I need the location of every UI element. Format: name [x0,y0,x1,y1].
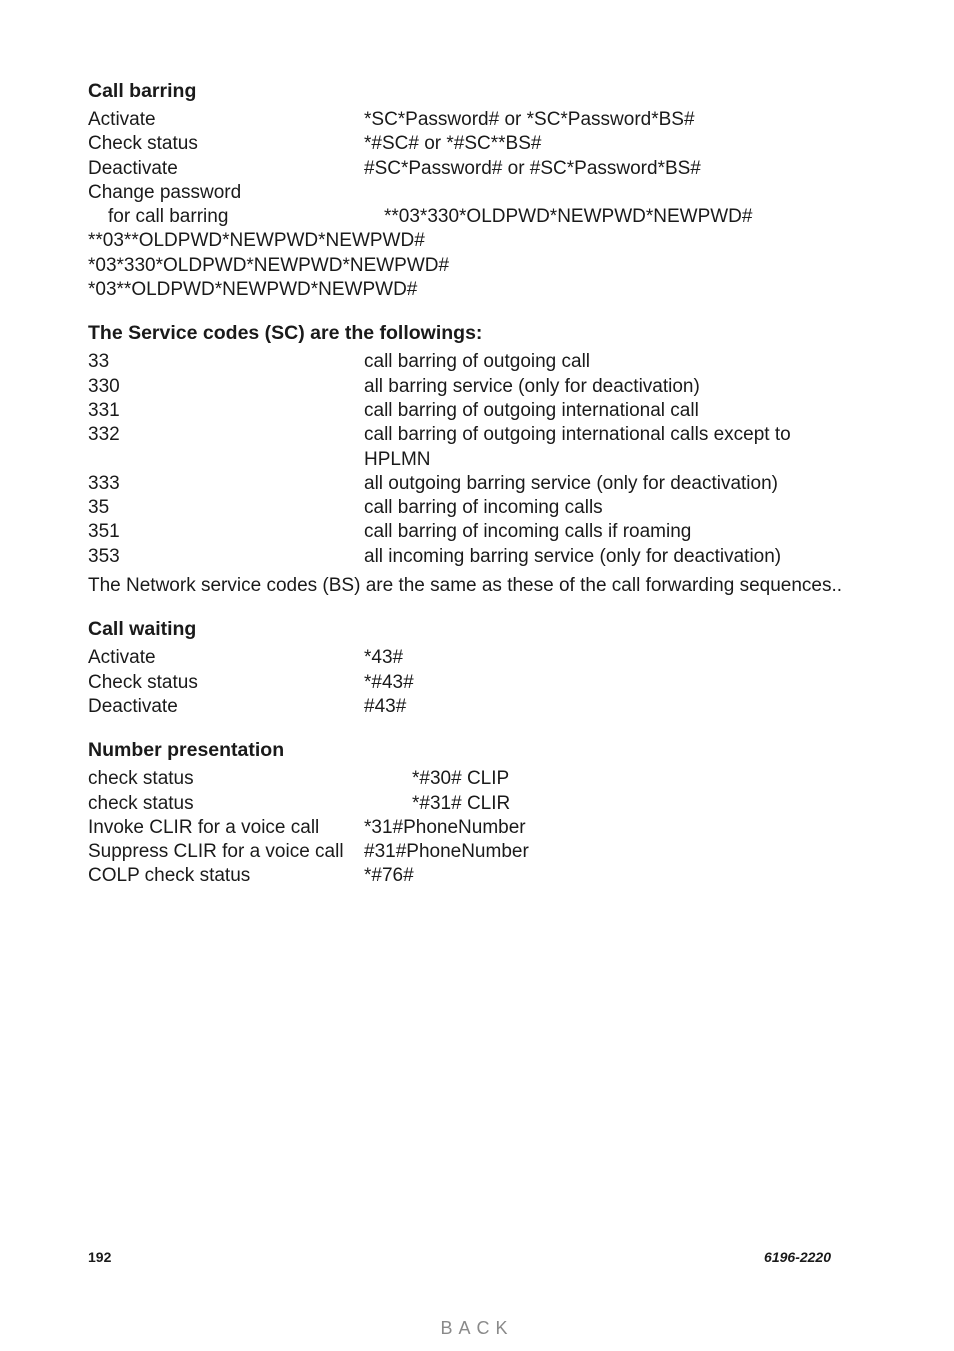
table-row [88,399,848,423]
row-label: check status [88,792,194,814]
service-description: call barring of outgoing call [364,351,591,373]
service-description: call barring of outgoing international calls except to HPLMN [364,424,791,470]
service-code: 351 [88,521,120,543]
call-waiting-section [88,616,848,719]
table-row [88,375,848,399]
row-code: #43# [364,695,407,717]
row-code: #31#PhoneNumber [364,841,529,863]
code-line: *03**OLDPWD*NEWPWD*NEWPWD# [88,279,418,301]
table-row [88,816,848,840]
table-row [88,472,848,496]
row-code: *43# [364,647,404,669]
row-code: *#76# [364,865,414,887]
service-description: all outgoing barring service (only for deactivation) [364,472,778,494]
service-code: 333 [88,472,120,494]
table-row [88,792,848,816]
table-row [88,671,848,695]
service-code: 35 [88,497,110,519]
row-code: *#31# CLIR [412,792,511,814]
row-code: *#30# CLIP [412,768,510,790]
call-waiting-heading: Call waiting [88,618,197,641]
service-code: 331 [88,399,120,421]
code-line: *03*330*OLDPWD*NEWPWD*NEWPWD# [88,254,450,276]
table-row [88,767,848,791]
service-codes-heading: The Service codes (SC) are the followings: [88,322,483,345]
table-row [88,157,848,181]
service-code: 353 [88,545,120,567]
row-code: *#SC# or *#SC**BS# [364,133,542,155]
table-row [88,840,848,864]
service-code: 332 [88,424,120,446]
call-barring-heading: Call barring [88,80,197,102]
service-description: call barring of outgoing international call [364,399,699,421]
row-label: Check status [88,671,198,693]
bs-codes-note: The Network service codes (BS) are the same as these of the call forwarding sequences.. [88,575,843,597]
service-code: 33 [88,351,110,373]
row-label: COLP check status [88,865,251,887]
back-link-container [0,1318,954,1339]
table-row [88,864,848,888]
table-row [88,205,848,229]
row-label: Activate [88,647,156,669]
table-row [88,132,848,156]
row-code: *31#PhoneNumber [364,816,526,838]
table-row [88,350,848,374]
service-description: call barring of incoming calls [364,497,603,519]
row-label: Change password [88,181,242,203]
row-code: **03*330*OLDPWD*NEWPWD*NEWPWD# [384,206,753,228]
table-row [88,108,848,132]
document-code: 6196-2220 [764,1249,831,1265]
page-number: 192 [88,1249,112,1265]
call-barring-section [88,78,848,302]
code-line: **03**OLDPWD*NEWPWD*NEWPWD# [88,230,425,252]
table-row [88,423,848,472]
manual-page [88,78,848,907]
page-footer [88,1249,831,1265]
table-row [88,496,848,520]
number-presentation-section [88,737,848,888]
table-row [88,545,848,569]
row-code [364,181,848,205]
service-description: all incoming barring service (only for deactivation) [364,545,782,567]
number-presentation-heading: Number presentation [88,739,285,762]
service-description: call barring of incoming calls if roaming [364,521,692,543]
row-label: Suppress CLIR for a voice call [88,841,344,863]
row-label: check status [88,768,194,790]
service-code: 330 [88,375,120,397]
row-code: #SC*Password# or #SC*Password*BS# [364,157,701,179]
row-label: Invoke CLIR for a voice call [88,816,320,838]
table-row [88,695,848,719]
row-label: Deactivate [88,157,178,179]
row-label: Deactivate [88,695,178,717]
row-code: *#43# [364,671,414,693]
row-label: Check status [88,133,198,155]
table-row [88,646,848,670]
row-code: *SC*Password# or *SC*Password*BS# [364,109,695,130]
row-label: for call barring [108,206,229,228]
table-row [88,520,848,544]
table-row [88,181,848,205]
service-description: all barring service (only for deactivation) [364,375,700,397]
back-link[interactable]: BACK [440,1318,514,1338]
row-label: Activate [88,109,156,130]
service-codes-section [88,320,848,598]
